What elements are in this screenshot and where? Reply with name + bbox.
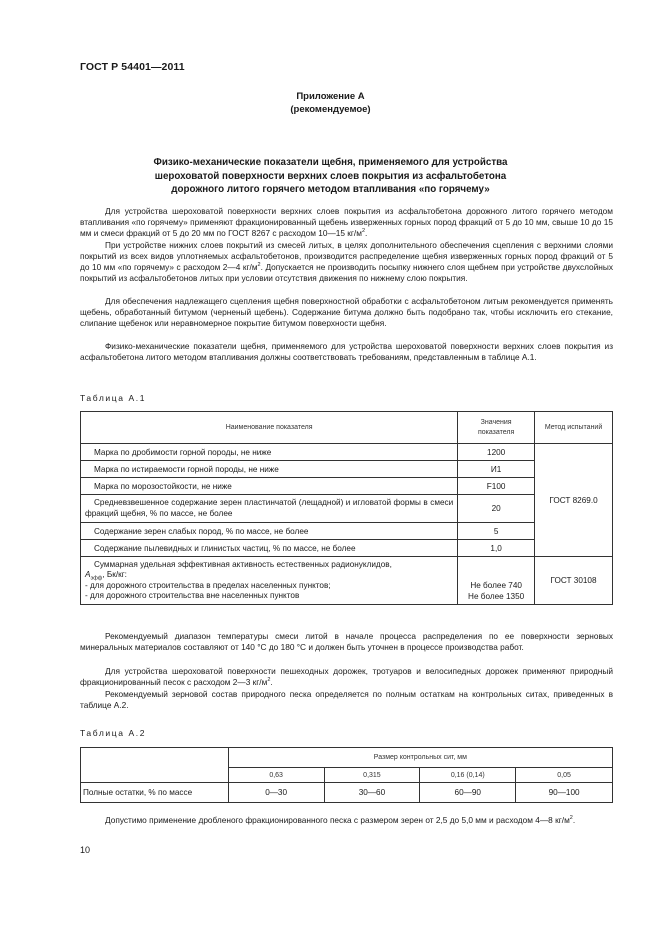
row-name: Марка по морозостойкости, не ниже xyxy=(81,478,458,495)
sieve-size: 0,315 xyxy=(324,768,420,783)
row-value: И1 xyxy=(458,461,535,478)
table-row xyxy=(81,540,613,557)
table-row xyxy=(81,444,613,461)
row-name: Марка по дробимости горной породы, не ниже xyxy=(81,444,458,461)
paragraph: Рекомендуемый зерновой состав природного песка определяется по полным остаткам на контрольных ситах, приведенных в таблице А.2. xyxy=(80,689,613,711)
table-row xyxy=(81,783,613,803)
row-name: Суммарная удельная эффективная активность естественных радионуклидов, $A_{эфф}$, Бк/кг: - для дорожного строительства в пределах населенных пунктов; - для дорожного строительства вне населенных пунктов xyxy=(81,557,458,605)
row-label: Полные остатки, % по массе xyxy=(81,783,229,803)
row-value: 1200 xyxy=(458,444,535,461)
paragraph: Рекомендуемый диапазон температуры смеси литой в начале процесса распределения по ее поверхности зерновых минеральных материалов составляют от 140 °С до 180 °С и должен быть уточнен в процессе производства работ. xyxy=(80,631,613,653)
row-name: Содержание зерен слабых пород, % по массе, не более xyxy=(81,523,458,540)
sieve-size: 0,63 xyxy=(228,768,324,783)
heading-line-2: шероховатой поверхности верхних слоев покрытия из асфальтобетона xyxy=(154,170,507,182)
residue-value: 30—60 xyxy=(324,783,420,803)
residue-value: 60—90 xyxy=(420,783,516,803)
table-caption: Таблица А.2 xyxy=(80,728,147,738)
column-header: Метод испытаний xyxy=(535,412,613,444)
annex-title: Приложение А xyxy=(296,91,365,102)
table-row xyxy=(81,478,613,495)
table-row xyxy=(81,495,613,523)
paragraph: Допустимо применение дробленого фракционированного песка с размером зерен от 2,5 до 5,0 мм и расходом 4—8 $кг/м^2$. xyxy=(105,815,576,825)
column-group-header: Размер контрольных сит, мм xyxy=(228,748,612,768)
table-caption: Таблица А.1 xyxy=(80,393,147,403)
heading-line-1: Физико-механические показатели щебня, применяемого для устройства xyxy=(153,157,508,168)
column-header: Наименование показателя xyxy=(81,412,458,444)
paragraph: Физико-механические показатели щебня, применяемого для устройства шероховатой поверхности верхних слоев покрытия из асфальтобетона литого методом втапливания должны соответствовать требованиям, представленным в таблице А.1. xyxy=(80,341,613,363)
table-row xyxy=(81,461,613,478)
residue-value: 0—30 xyxy=(228,783,324,803)
paragraph: Для устройства шероховатой поверхности верхних слоев покрытия из асфальтобетона дорожного литого горячего методом втапливания «по горячему» применяют фракционированный щебень изверженных горных пород фракций от 5 до 10 мм, свыше 10 до 15 мм и смеси фракций от 5 до 20 мм по ГОСТ 8267 с расходом 10—15 $кг/м^2$. xyxy=(80,206,613,239)
document-header: ГОСТ Р 54401—2011 xyxy=(80,61,185,73)
table-a1 xyxy=(80,411,613,605)
table-row xyxy=(81,557,613,605)
table-row xyxy=(81,523,613,540)
row-method: ГОСТ 8269.0 xyxy=(535,444,613,557)
row-value: F100 xyxy=(458,478,535,495)
row-value: 1,0 xyxy=(458,540,535,557)
a-symbol: A xyxy=(85,570,91,579)
column-header: Значения показателя xyxy=(458,412,535,444)
annex-status: (рекомендуемое) xyxy=(290,104,371,115)
page-number: 10 xyxy=(80,845,91,855)
sieve-size: 0,05 xyxy=(516,768,613,783)
paragraph: При устройстве нижних слоев покрытий из смесей литых, в целях дополнительного обеспечения сцепления с верхними слоями покрытий из всех видов уплотняемых асфальтобетонов, производится распределение щебня изверженных горных пород фракций от 5 до 10 мм «по горячему» с расходом 2—4 $кг/м^2$. Допускается не производить посыпку нижнего слоя щебнем при устройстве двухслойных покрытий из асфальтобетонов литых при условии отсутствия движения по нижнему слою покрытия. xyxy=(80,240,614,284)
row-name: Средневзвешенное содержание зерен пластинчатой (лещадной) и игловатой формы в смеси фракций щебня, % по массе, не более xyxy=(81,495,458,523)
row-name: Марка по истираемости горной породы, не ниже xyxy=(81,461,458,478)
row-value: Не более 740 Не более 1350 xyxy=(458,557,535,605)
heading-line-3: дорожного литого горячего методом втапливания «по горячему» xyxy=(171,184,490,195)
table-a2 xyxy=(80,747,613,803)
row-method: ГОСТ 30108 xyxy=(535,557,613,605)
row-value: 5 xyxy=(458,523,535,540)
sieve-size: 0,16 (0,14) xyxy=(420,768,516,783)
row-value: 20 xyxy=(458,495,535,523)
residue-value: 90—100 xyxy=(516,783,613,803)
paragraph: Для обеспечения надлежащего сцепления щебня поверхностной обработки с асфальтобетоном литым рекомендуется применять щебень, обработанный битумом (черненый щебень). Содержание битума должно быть подобрано так, чтобы исключить его стекание, слипание щебенок или неравномерное покрытие битумом поверхности щебня. xyxy=(80,296,613,329)
annex-heading xyxy=(120,156,541,197)
row-name: Содержание пылевидных и глинистых частиц, % по массе, не более xyxy=(81,540,458,557)
paragraph: Для устройства шероховатой поверхности пешеходных дорожек, тротуаров и велосипедных дорожек применяют природный фракционированный песок с расходом 2—3 $кг/м^2$. xyxy=(80,666,613,688)
